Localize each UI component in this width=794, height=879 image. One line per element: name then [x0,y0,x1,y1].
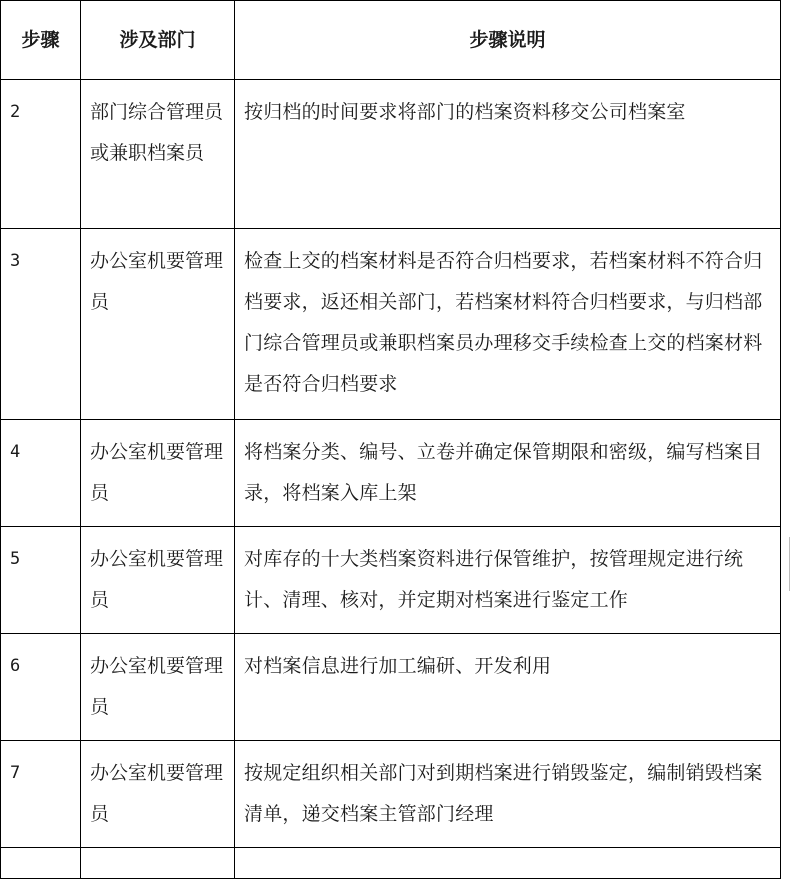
empty-cell [81,848,235,879]
table-row [1,420,781,527]
department: 部门综合管理员或兼职档案员 [81,80,235,229]
table-header-row [1,1,781,80]
step-number: 7 [1,741,81,848]
step-description: 按规定组织相关部门对到期档案进行销毁鉴定，编制销毁档案清单，递交档案主管部门经理 [235,741,781,848]
table-row [1,80,781,229]
header-dept: 涉及部门 [81,1,235,80]
page-edge-mark [789,537,794,591]
table-row [1,741,781,848]
department: 办公室机要管理员 [81,741,235,848]
department: 办公室机要管理员 [81,634,235,741]
empty-cell [235,848,781,879]
step-number: 4 [1,420,81,527]
table-row-cut-off [1,848,781,879]
department: 办公室机要管理员 [81,420,235,527]
step-description: 将档案分类、编号、立卷并确定保管期限和密级，编写档案目录，将档案入库上架 [235,420,781,527]
department: 办公室机要管理员 [81,527,235,634]
step-number: 5 [1,527,81,634]
step-description: 对库存的十大类档案资料进行保管维护，按管理规定进行统计、清理、核对，并定期对档案进行鉴定工作 [235,527,781,634]
step-description: 检查上交的档案材料是否符合归档要求，若档案材料不符合归档要求，返还相关部门，若档案材料符合归档要求，与归档部门综合管理员或兼职档案员办理移交手续检查上交的档案材料是否符合归档要求 [235,229,781,420]
empty-cell [1,848,81,879]
header-desc: 步骤说明 [235,1,781,80]
table-row [1,634,781,741]
step-description: 对档案信息进行加工编研、开发利用 [235,634,781,741]
step-number: 2 [1,80,81,229]
table-row [1,527,781,634]
department: 办公室机要管理员 [81,229,235,420]
header-step: 步骤 [1,1,81,80]
step-description: 按归档的时间要求将部门的档案资料移交公司档案室 [235,80,781,229]
step-number: 6 [1,634,81,741]
table-row [1,229,781,420]
step-number: 3 [1,229,81,420]
